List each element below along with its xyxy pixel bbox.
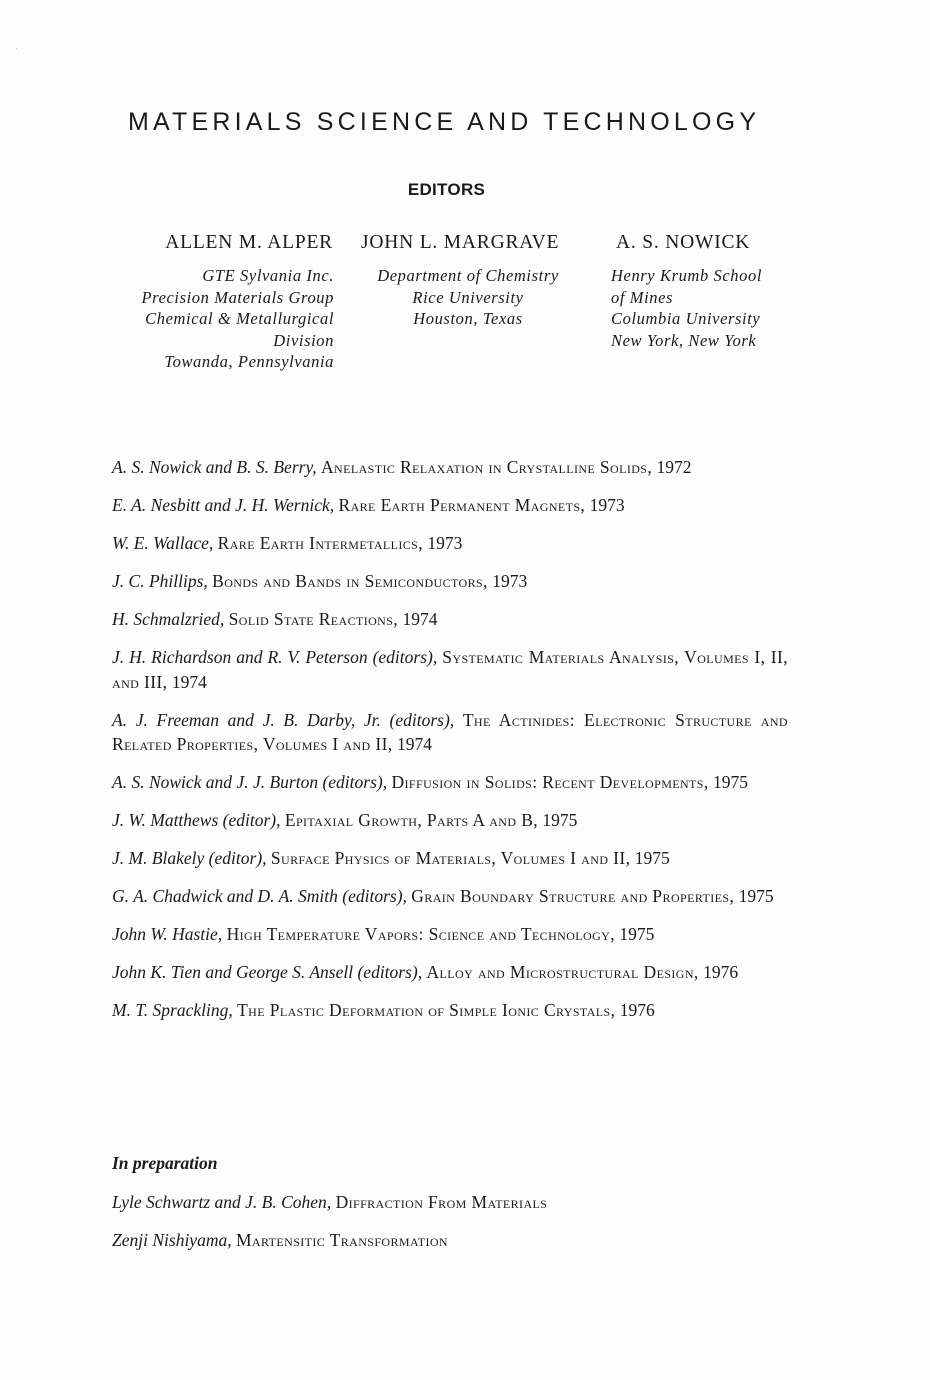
book-year: 1974 [402, 609, 438, 629]
book-entry [112, 645, 788, 694]
book-entry [112, 607, 788, 632]
editor-alper [128, 232, 334, 373]
book-title: Surface Physics of Materials, Volumes I and II, [270, 848, 631, 868]
book-author: J. M. Blakely (editor), [112, 848, 267, 868]
book-author: A. S. Nowick and B. S. Berry, [112, 457, 317, 477]
book-year: 1975 [738, 886, 774, 906]
editor-name: ALLEN M. ALPER [165, 232, 333, 253]
book-author: John W. Hastie, [112, 924, 223, 944]
book-title: Solid State Reactions, [228, 609, 399, 629]
book-entry [112, 808, 788, 833]
book-author: Lyle Schwartz and J. B. Cohen, [112, 1192, 332, 1212]
book-author: E. A. Nesbitt and J. H. Wernick, [112, 495, 335, 515]
book-list [112, 455, 788, 1036]
book-author: A. J. Freeman and J. B. Darby, Jr. (editors), [112, 709, 455, 730]
book-year: 1974 [396, 734, 432, 754]
book-year: 1972 [656, 457, 692, 477]
editor-affiliation [611, 265, 801, 351]
book-year: 1975 [713, 772, 749, 792]
editor-affiliation [361, 265, 575, 330]
book-year: 1975 [634, 848, 670, 868]
book-title: The Plastic Deformation of Simple Ionic Crystals, [237, 1000, 616, 1020]
book-entry [112, 1228, 788, 1253]
affiliation-line: Department of Chemistry [377, 266, 559, 285]
book-title: Epitaxial Growth, Parts A and B, [284, 810, 539, 830]
book-title: Rare Earth Permanent Magnets, [338, 495, 586, 515]
book-author: A. S. Nowick and J. J. Burton (editors), [112, 772, 388, 792]
book-author: H. Schmalzried, [112, 609, 225, 629]
book-entry [112, 569, 788, 594]
editor-name: JOHN L. MARGRAVE [361, 232, 560, 253]
book-title: The Actinides: Electronic Structure and Related Properties, Volumes I and II, [112, 709, 788, 754]
editor-affiliation [128, 265, 334, 373]
book-author: John K. Tien and George S. Ansell (editors), [112, 962, 423, 982]
affiliation-line: Rice University [412, 287, 524, 307]
book-year: 1976 [703, 962, 739, 982]
book-entry [112, 1190, 788, 1215]
book-entry [112, 960, 788, 985]
editor-name: A. S. NOWICK [616, 232, 751, 253]
book-title: Bonds and Bands in Semiconductors, [212, 571, 488, 591]
affiliation-line: Columbia University [611, 309, 761, 328]
affiliation-line: Towanda, Pennsylvania [164, 352, 334, 371]
book-title: Diffusion in Solids: Recent Developments, [391, 772, 709, 792]
book-author: G. A. Chadwick and D. A. Smith (editors), [112, 886, 407, 906]
scan-speck [16, 48, 17, 49]
affiliation-line: Henry Krumb School [611, 266, 763, 285]
editor-nowick [611, 232, 801, 351]
book-entry [112, 455, 788, 480]
book-title: Alloy and Microstructural Design, [426, 962, 699, 982]
affiliation-line: Precision Materials Group [141, 287, 334, 307]
affiliation-line: Chemical & Metallurgical [145, 309, 334, 328]
in-preparation-heading: In preparation [112, 1153, 218, 1173]
book-entry [112, 846, 788, 871]
book-entry [112, 770, 788, 795]
book-title: Diffraction From Materials [335, 1192, 548, 1212]
book-year: 1975 [542, 810, 578, 830]
book-entry [112, 493, 788, 518]
book-entry [112, 884, 788, 909]
book-entry [112, 531, 788, 556]
editors-heading: EDITORS [407, 180, 486, 199]
affiliation-line: Division [273, 330, 334, 350]
book-author: Zenji Nishiyama, [112, 1230, 232, 1250]
book-title: Anelastic Relaxation in Crystalline Solids, [321, 457, 653, 477]
book-author: W. E. Wallace, [112, 533, 214, 553]
book-year: 1973 [492, 571, 528, 591]
book-author: J. W. Matthews (editor), [112, 810, 281, 830]
affiliation-line: GTE Sylvania Inc. [202, 266, 334, 285]
book-entry [112, 998, 788, 1023]
editor-margrave [361, 232, 575, 330]
affiliation-line: New York, New York [611, 330, 757, 350]
book-author: J. H. Richardson and R. V. Peterson (editors), [112, 647, 438, 667]
book-title: Systematic Materials Analysis, Volumes I, II, and III, [112, 647, 788, 692]
series-title: MATERIALS SCIENCE AND TECHNOLOGY [128, 108, 761, 136]
book-year: 1974 [171, 671, 207, 692]
affiliation-line: of Mines [611, 287, 674, 307]
book-title: Martensitic Transformation [235, 1230, 448, 1250]
book-author: M. T. Sprackling, [112, 1000, 233, 1020]
book-year: 1976 [619, 1000, 655, 1020]
book-title: High Temperature Vapors: Science and Technology, [226, 924, 615, 944]
book-year: 1973 [427, 533, 463, 553]
book-year: 1975 [619, 924, 655, 944]
book-title: Rare Earth Intermetallics, [217, 533, 424, 553]
book-entry [112, 708, 788, 757]
affiliation-line: Houston, Texas [413, 309, 523, 328]
in-preparation-list [112, 1190, 788, 1266]
book-title: Grain Boundary Structure and Properties, [411, 886, 735, 906]
book-year: 1973 [589, 495, 625, 515]
book-entry [112, 922, 788, 947]
book-author: J. C. Phillips, [112, 571, 208, 591]
